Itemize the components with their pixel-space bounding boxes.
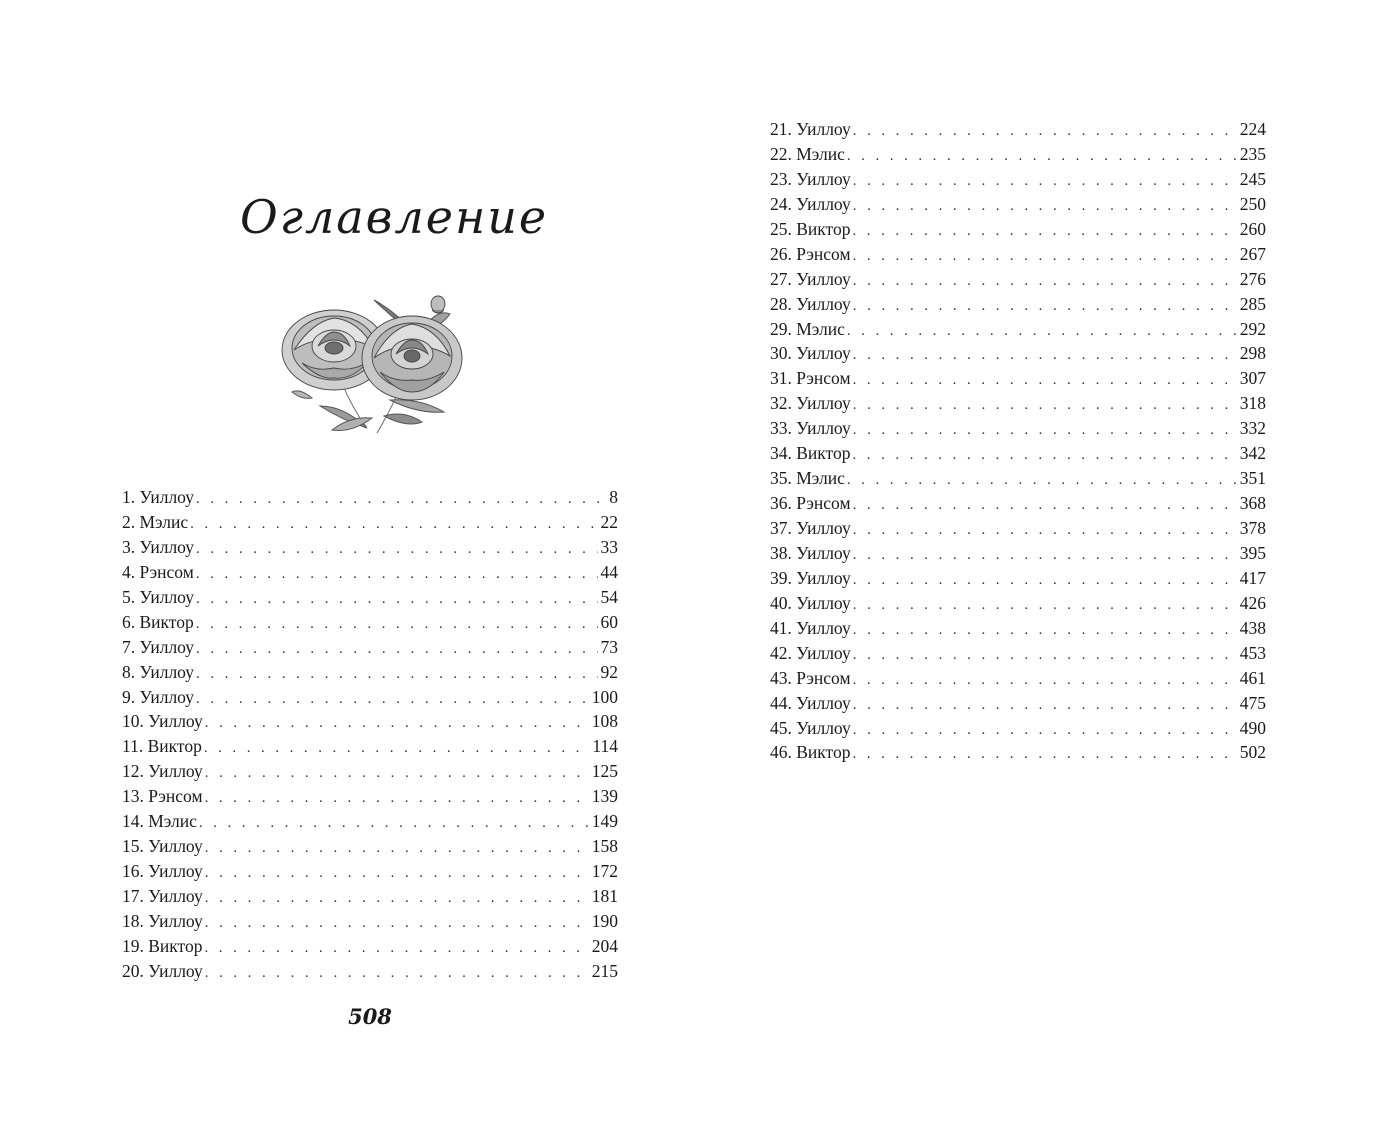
toc-entry	[122, 535, 618, 560]
toc-entry-label: 45. Уиллоу	[770, 717, 851, 738]
toc-entry-label: 14. Мэлис	[122, 811, 197, 832]
toc-entry	[770, 317, 1266, 342]
toc-entry-label: 28. Уиллоу	[770, 293, 851, 314]
toc-entry	[122, 685, 618, 710]
dot-leader	[852, 443, 1236, 468]
toc-entry-page: 114	[592, 736, 618, 757]
toc-entry-page: 332	[1239, 418, 1266, 439]
toc-entry-page: 73	[600, 636, 618, 657]
peony-flowers-illustration	[272, 288, 472, 438]
dot-leader	[205, 711, 589, 736]
toc-entry	[122, 734, 618, 759]
toc-entry-page: 125	[591, 761, 618, 782]
toc-entry-label: 44. Уиллоу	[770, 692, 851, 713]
toc-entry-page: 378	[1239, 518, 1266, 538]
toc-entry-page: 417	[1239, 567, 1266, 588]
toc-entry	[122, 859, 618, 884]
toc-entry	[770, 292, 1266, 317]
toc-entry-label: 22. Мэлис	[770, 143, 845, 164]
toc-entry-label: 21. Уиллоу	[770, 119, 851, 139]
dot-leader	[853, 418, 1237, 443]
toc-entry	[770, 666, 1266, 691]
toc-entry-label: 37. Уиллоу	[770, 518, 851, 538]
dot-leader	[853, 343, 1237, 368]
toc-entry-label: 2. Мэлис	[122, 511, 189, 532]
dot-leader	[196, 612, 598, 637]
toc-entry-label: 11. Виктор	[122, 736, 202, 757]
page-number: 508	[348, 1004, 392, 1029]
toc-entry	[770, 591, 1266, 616]
toc-entry-label: 29. Мэлис	[770, 318, 845, 339]
dot-leader	[205, 761, 589, 786]
toc-entry-label: 16. Уиллоу	[122, 861, 203, 882]
dot-leader	[847, 319, 1237, 344]
toc-entry	[770, 491, 1266, 516]
dot-leader	[853, 693, 1237, 718]
toc-entry-page: 33	[600, 536, 618, 557]
toc-entry-page: 245	[1239, 168, 1266, 189]
dot-leader	[196, 662, 597, 687]
dot-leader	[852, 742, 1236, 767]
dot-leader	[853, 294, 1237, 319]
toc-entry-page: 307	[1239, 368, 1266, 389]
toc-entry	[770, 192, 1266, 217]
toc-entry-label: 4. Рэнсом	[122, 561, 194, 582]
toc-entry	[122, 759, 618, 784]
toc-entry	[770, 641, 1266, 666]
toc-entry-page: 490	[1239, 717, 1266, 738]
toc-entry	[122, 510, 618, 535]
toc-entry-label: 25. Виктор	[770, 218, 851, 239]
toc-entry-page: 260	[1239, 218, 1266, 239]
toc-entry-label: 9. Уиллоу	[122, 686, 195, 707]
toc-entry	[770, 242, 1266, 267]
toc-entry	[122, 934, 618, 959]
toc-entry	[770, 441, 1266, 466]
dot-leader	[196, 637, 597, 662]
dot-leader	[853, 244, 1237, 269]
dot-leader	[853, 194, 1237, 219]
dot-leader	[853, 518, 1237, 543]
toc-entry-label: 18. Уиллоу	[122, 910, 203, 931]
toc-entry-label: 13. Рэнсом	[122, 786, 203, 807]
toc-entry-label: 35. Мэлис	[770, 468, 845, 489]
toc-entry	[122, 959, 618, 984]
toc-entry-page: 8	[609, 487, 618, 507]
toc-entry-page: 285	[1239, 293, 1266, 314]
toc-entry-page: 438	[1239, 617, 1266, 638]
toc-entry-label: 17. Уиллоу	[122, 886, 203, 906]
dot-leader	[853, 618, 1237, 643]
toc-entry	[770, 217, 1266, 242]
toc-entry	[122, 610, 618, 635]
toc-entry	[770, 267, 1266, 292]
dot-leader	[205, 911, 589, 936]
toc-entry-page: 22	[600, 511, 618, 532]
toc-entry-page: 190	[591, 910, 618, 931]
toc-entry	[770, 167, 1266, 192]
toc-entry	[122, 834, 618, 859]
toc-entry	[770, 541, 1266, 566]
toc-entry-label: 1. Уиллоу	[122, 487, 195, 507]
toc-entry	[770, 466, 1266, 491]
toc-entry	[770, 117, 1266, 142]
toc-entry-page: 215	[591, 960, 618, 981]
toc-entry	[770, 416, 1266, 441]
dot-leader	[853, 169, 1237, 194]
toc-entry	[122, 635, 618, 660]
toc-entry-page: 475	[1239, 692, 1266, 713]
toc-entry-page: 453	[1239, 642, 1266, 663]
dot-leader	[853, 368, 1237, 393]
toc-entry-label: 32. Уиллоу	[770, 393, 851, 414]
toc-entry-label: 3. Уиллоу	[122, 536, 195, 557]
toc-entry-page: 44	[600, 561, 618, 582]
dot-leader	[196, 537, 597, 562]
dot-leader	[190, 512, 597, 537]
toc-entry-label: 15. Уиллоу	[122, 836, 203, 857]
toc-entry	[122, 485, 618, 510]
dot-leader	[196, 687, 589, 712]
toc-entry-page: 172	[591, 861, 618, 882]
toc-heading-text: Оглавление	[240, 190, 549, 244]
dot-leader	[853, 269, 1237, 294]
toc-entry-label: 34. Виктор	[770, 443, 851, 464]
toc-entry-label: 42. Уиллоу	[770, 642, 851, 663]
toc-entry	[122, 884, 618, 909]
toc-entry-label: 30. Уиллоу	[770, 343, 851, 364]
toc-entry-label: 23. Уиллоу	[770, 168, 851, 189]
toc-entry	[770, 341, 1266, 366]
toc-entry-page: 149	[591, 811, 618, 832]
toc-entry-label: 19. Виктор	[122, 935, 203, 956]
toc-entry	[770, 366, 1266, 391]
toc-list-left	[122, 485, 618, 984]
toc-entry-label: 7. Уиллоу	[122, 636, 195, 657]
toc-entry-label: 36. Рэнсом	[770, 493, 851, 514]
toc-heading	[240, 190, 549, 244]
dot-leader	[205, 886, 589, 911]
toc-entry-label: 41. Уиллоу	[770, 617, 851, 638]
toc-entry-page: 108	[591, 711, 618, 732]
dot-leader	[847, 468, 1237, 493]
dot-leader	[853, 543, 1237, 568]
toc-entry-page: 60	[600, 611, 618, 632]
toc-entry-label: 6. Виктор	[122, 611, 194, 632]
toc-entry-label: 33. Уиллоу	[770, 418, 851, 439]
toc-entry	[122, 809, 618, 834]
dot-leader	[853, 643, 1237, 668]
toc-entry	[122, 909, 618, 934]
toc-entry	[770, 566, 1266, 591]
toc-entry-page: 368	[1239, 493, 1266, 514]
toc-entry-page: 139	[591, 786, 618, 807]
toc-entry-page: 158	[591, 836, 618, 857]
dot-leader	[853, 393, 1237, 418]
toc-entry-label: 26. Рэнсом	[770, 243, 851, 264]
dot-leader	[199, 811, 589, 836]
dot-leader	[847, 144, 1237, 169]
toc-entry	[770, 142, 1266, 167]
toc-entry-page: 276	[1239, 268, 1266, 289]
toc-entry-label: 5. Уиллоу	[122, 586, 195, 607]
toc-list-right	[770, 117, 1266, 765]
toc-entry-page: 181	[591, 886, 618, 906]
dot-leader	[196, 587, 597, 612]
toc-entry	[122, 585, 618, 610]
toc-entry-page: 461	[1239, 667, 1266, 688]
dot-leader	[853, 493, 1237, 518]
dot-leader	[853, 593, 1237, 618]
toc-entry-page: 235	[1239, 143, 1266, 164]
toc-entry	[770, 616, 1266, 641]
toc-entry-label: 20. Уиллоу	[122, 960, 203, 981]
toc-entry-label: 27. Уиллоу	[770, 268, 851, 289]
toc-entry	[770, 740, 1266, 765]
toc-entry-page: 395	[1239, 542, 1266, 563]
toc-entry-page: 204	[591, 935, 618, 956]
toc-entry-label: 24. Уиллоу	[770, 193, 851, 214]
toc-entry-label: 43. Рэнсом	[770, 667, 851, 688]
toc-entry-label: 10. Уиллоу	[122, 711, 203, 732]
toc-entry-page: 318	[1239, 393, 1266, 414]
toc-entry	[122, 784, 618, 809]
dot-leader	[853, 718, 1237, 743]
toc-entry-page: 292	[1239, 318, 1266, 339]
toc-entry	[122, 660, 618, 685]
toc-entry-page: 54	[600, 586, 618, 607]
toc-entry	[770, 691, 1266, 716]
toc-entry-label: 38. Уиллоу	[770, 542, 851, 563]
toc-entry-page: 224	[1239, 119, 1266, 139]
dot-leader	[196, 562, 598, 587]
toc-entry	[122, 560, 618, 585]
toc-entry-label: 46. Виктор	[770, 742, 851, 763]
toc-entry	[122, 709, 618, 734]
toc-entry-page: 298	[1239, 343, 1266, 364]
dot-leader	[853, 668, 1237, 693]
dot-leader	[196, 487, 606, 512]
dot-leader	[853, 568, 1237, 593]
toc-entry-page: 100	[591, 686, 618, 707]
toc-entry	[770, 516, 1266, 541]
dot-leader	[205, 786, 589, 811]
toc-entry-page: 267	[1239, 243, 1266, 264]
toc-entry	[770, 391, 1266, 416]
toc-entry-page: 351	[1239, 468, 1266, 489]
toc-entry	[770, 716, 1266, 741]
dot-leader	[204, 736, 590, 761]
toc-entry-label: 12. Уиллоу	[122, 761, 203, 782]
dot-leader	[205, 961, 589, 986]
dot-leader	[853, 119, 1237, 144]
dot-leader	[852, 219, 1236, 244]
toc-entry-label: 31. Рэнсом	[770, 368, 851, 389]
toc-entry-page: 250	[1239, 193, 1266, 214]
dot-leader	[205, 836, 589, 861]
toc-entry-page: 502	[1239, 742, 1266, 763]
toc-entry-label: 8. Уиллоу	[122, 661, 195, 682]
toc-entry-page: 426	[1239, 592, 1266, 613]
dot-leader	[204, 936, 588, 961]
toc-entry-label: 40. Уиллоу	[770, 592, 851, 613]
dot-leader	[205, 861, 589, 886]
toc-entry-page: 342	[1239, 443, 1266, 464]
toc-entry-page: 92	[600, 661, 618, 682]
toc-entry-label: 39. Уиллоу	[770, 567, 851, 588]
